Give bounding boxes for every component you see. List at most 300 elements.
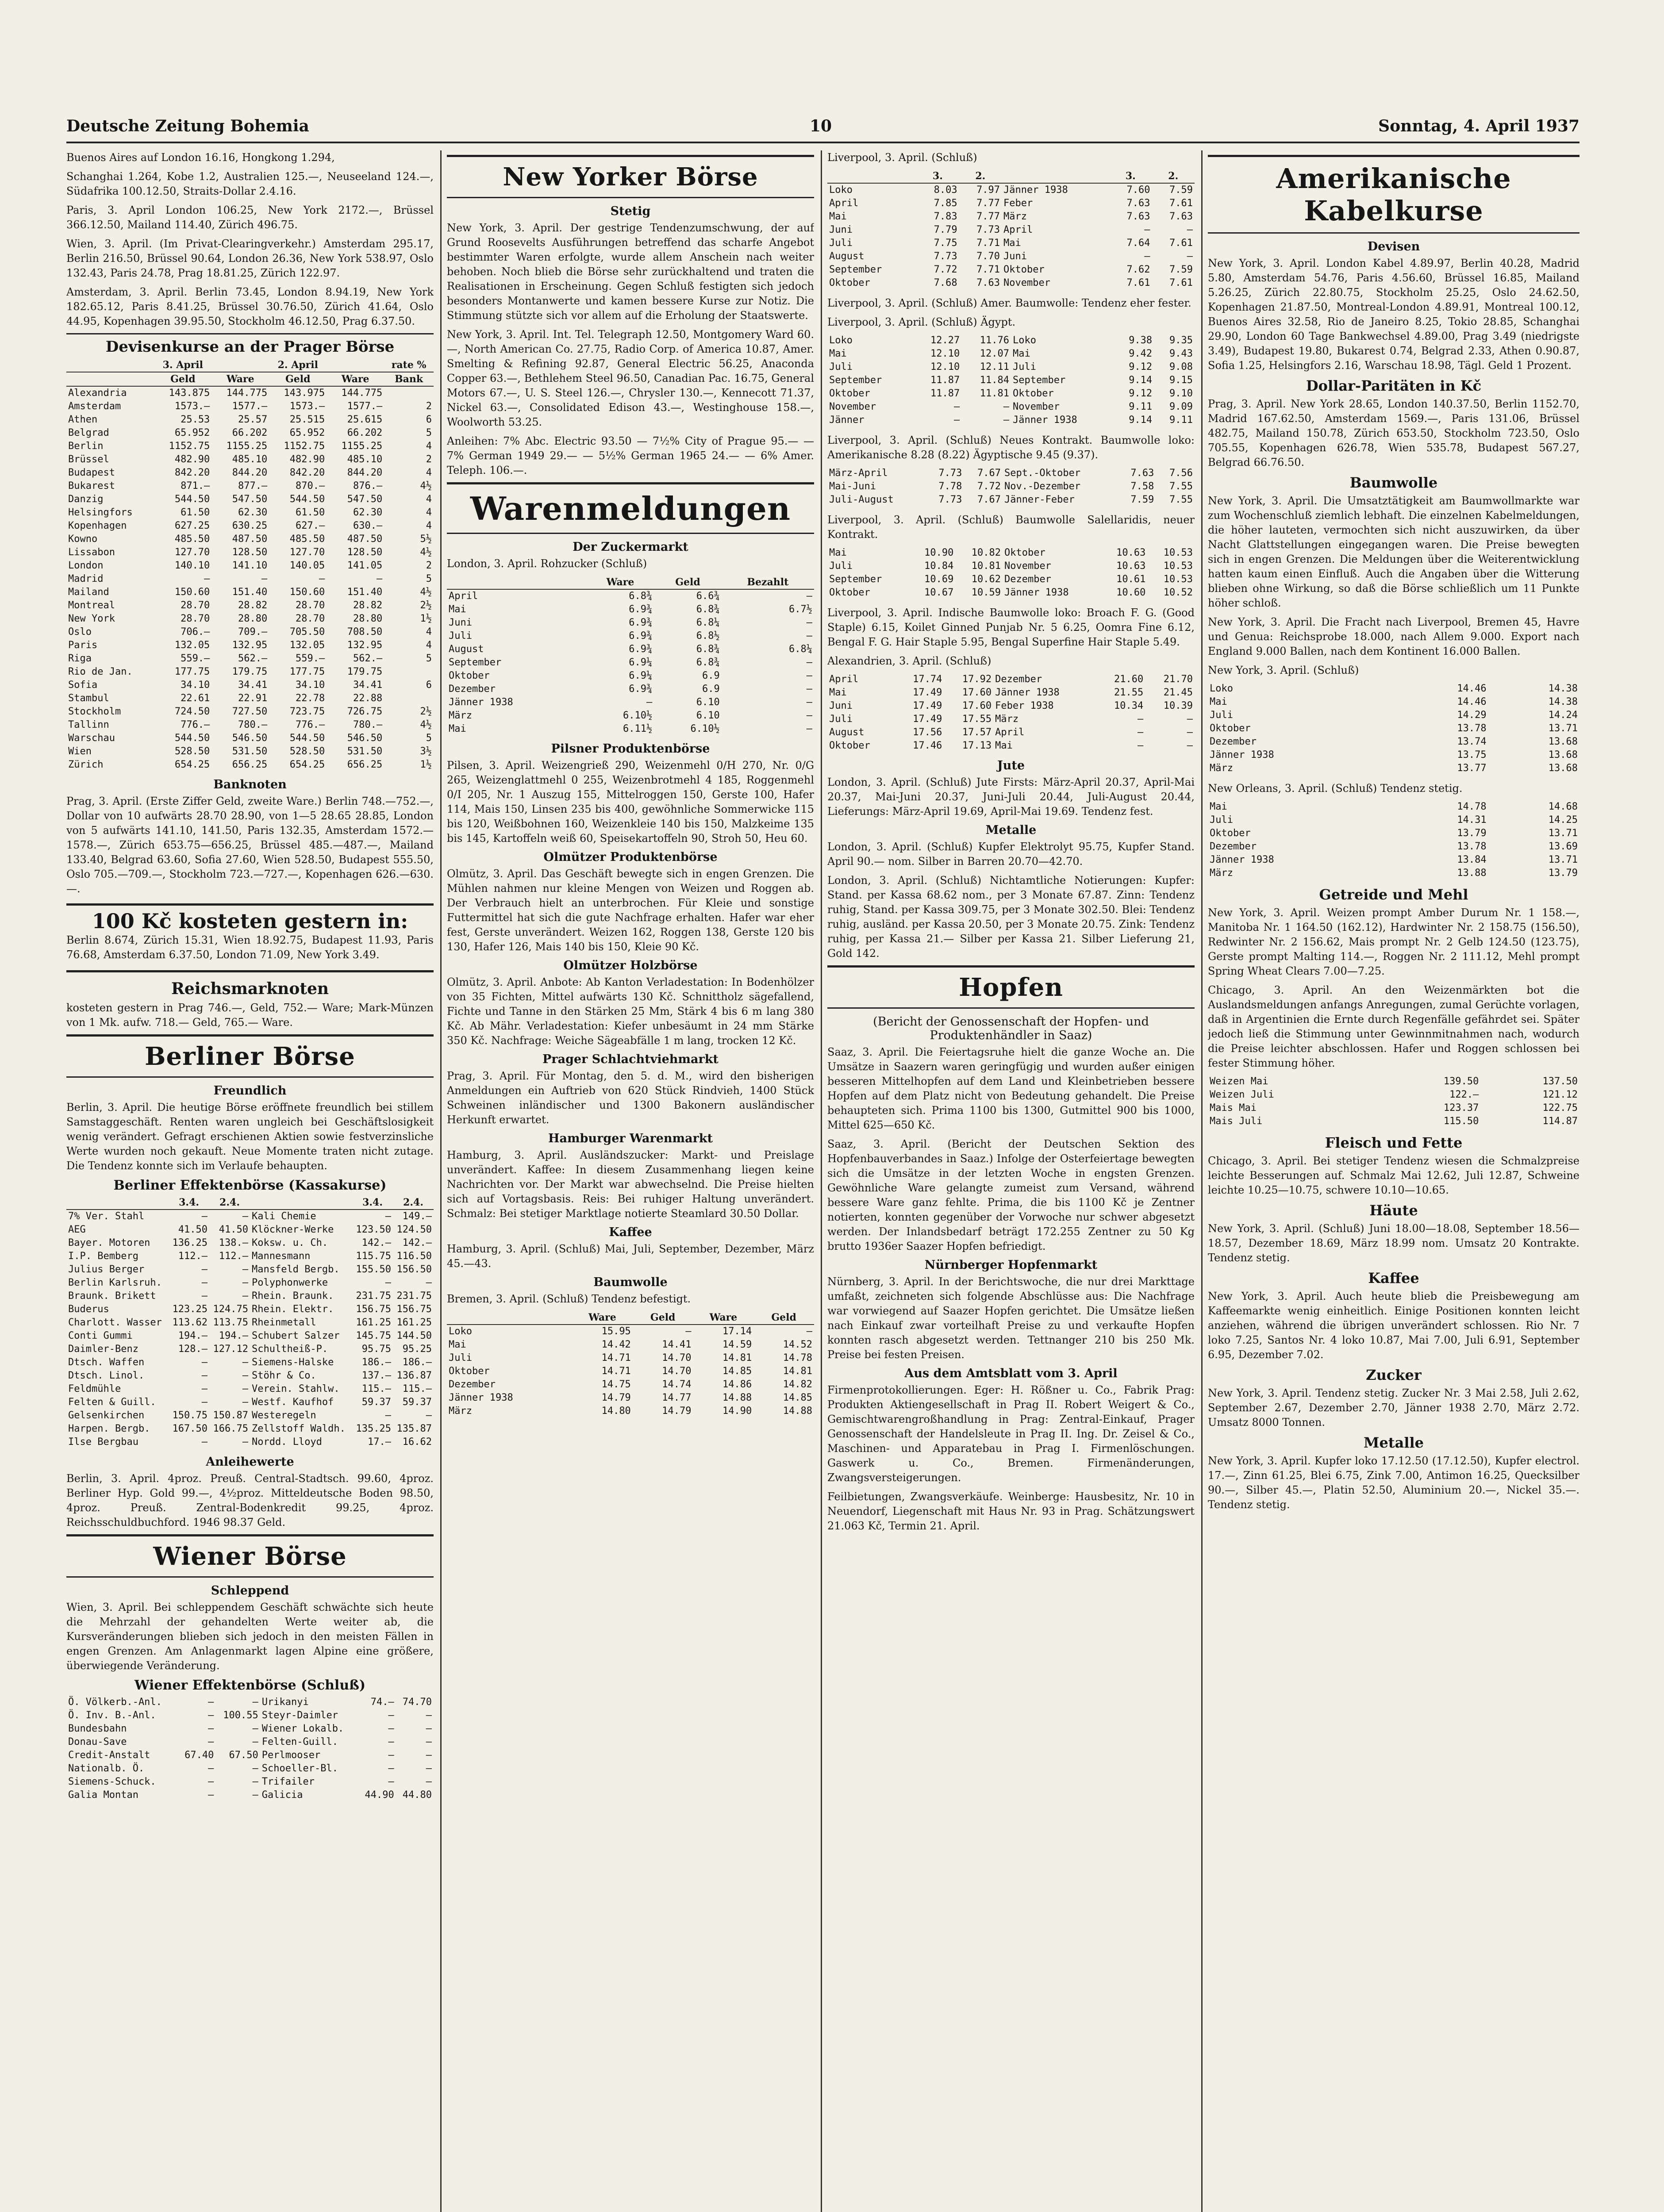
table-cell: 6.9¾ xyxy=(629,617,653,628)
table-cell: 6.8½ xyxy=(696,630,720,641)
table-cell: 128.— xyxy=(178,1344,208,1355)
table-cell: 122.75 xyxy=(1542,1102,1578,1114)
table-cell: 150.75 xyxy=(172,1410,208,1421)
column-3 xyxy=(827,150,1195,2212)
table-cell: 142.— xyxy=(402,1237,432,1248)
table-row xyxy=(66,1722,434,1736)
table-row xyxy=(827,493,1195,507)
table-cell: 231.75 xyxy=(356,1290,392,1302)
table-cell: Donau-Save xyxy=(68,1736,127,1747)
table-cell: 10.60 xyxy=(1116,587,1146,598)
table-row xyxy=(66,386,434,400)
table-cell: 4½ xyxy=(420,547,432,558)
table-cell: 727.50 xyxy=(232,706,268,717)
table-cell: Sept.-Oktober xyxy=(1004,468,1081,479)
table-cell: — xyxy=(261,573,268,584)
baumwolle-text: New York, 3. April. Die Fracht nach Liverpool, Bremen 45, Havre und Genua: Reichsprobe 18.000, nach Allem 9.000. Export nach England 9.000 Ballen, nach dem Kontinent 16.000 Ballen. xyxy=(1208,616,1579,657)
table-cell: 231.75 xyxy=(396,1290,432,1302)
table-cell: Warschau xyxy=(68,733,115,744)
table-cell: Mai xyxy=(829,348,847,359)
table-cell: Dezember xyxy=(1210,736,1257,747)
table-cell: Berlin xyxy=(68,441,104,452)
table-cell: 186.— xyxy=(361,1357,392,1368)
table-cell: November xyxy=(1004,561,1051,572)
table-cell: Jänner xyxy=(829,415,865,426)
table-cell: 21.45 xyxy=(1163,687,1193,698)
table-cell: Mannesmann xyxy=(251,1251,311,1262)
kassa-title: Berliner Effektenbörse (Kassakurse) xyxy=(113,1178,387,1193)
table-row xyxy=(66,586,434,599)
table-cell: 95.25 xyxy=(402,1344,432,1355)
table-header-cell: Ware xyxy=(693,1311,754,1325)
table-cell: 7.67 xyxy=(977,468,1001,479)
table-cell: 113.75 xyxy=(213,1317,248,1328)
table-cell: 167.50 xyxy=(172,1423,208,1434)
table-cell: Jänner 1938 xyxy=(449,1392,513,1403)
table-cell: 17.60 xyxy=(962,687,992,698)
table-cell: Juli xyxy=(829,561,853,572)
table-row xyxy=(66,426,434,440)
table-cell: Oktober xyxy=(1003,264,1045,275)
table-cell: 121.12 xyxy=(1542,1089,1578,1100)
table-row xyxy=(66,506,434,519)
table-row xyxy=(66,572,434,586)
table-cell: 14.85 xyxy=(783,1392,812,1403)
table-row xyxy=(827,400,1195,414)
table-header-cell xyxy=(66,372,154,386)
table-cell: 7.59 xyxy=(1130,494,1154,505)
table-cell: 21.70 xyxy=(1163,674,1193,685)
table-row xyxy=(447,589,814,603)
table-cell: Weizen Juli xyxy=(1210,1089,1274,1100)
column-rule xyxy=(1201,150,1203,2212)
table-row xyxy=(1208,709,1579,722)
table-cell: New York xyxy=(68,613,115,624)
table-cell: 4 xyxy=(426,441,432,452)
table-cell: 708.50 xyxy=(347,626,383,637)
table-cell: Juni xyxy=(829,700,853,711)
banknoten-text: Prag, 3. April. (Erste Ziffer Geld, zweite Ware.) Berlin 748.—752.—, Dollar von 10 aufwärts 28.70 28.90, von 1—5 28.65 28.85, London von 5 aufwärts 141.10, 141.50, Paris 132.35, Amsterdam 1572.—1578.—, Zürich 653.75—656.25, Brüssel 485.—487.—, Mailand 133.40, Belgrad 63.60, Sofia 27.60, Wien 528.50, Budapest 555.50, Oslo 705.—709.—, Stockholm 723.—727.—, Kopenhagen 626.—630.—. xyxy=(66,795,434,895)
table-cell: 17.49 xyxy=(913,687,942,698)
table-cell: 12.10 xyxy=(930,361,960,373)
table-cell: Oktober xyxy=(1004,547,1045,558)
table-cell: — xyxy=(806,684,812,695)
table-cell: Oktober xyxy=(829,740,870,751)
table-cell: Perlmooser xyxy=(261,1750,321,1761)
table-cell: 65.952 xyxy=(174,427,210,438)
table-cell: 780.— xyxy=(353,719,383,730)
table-cell: Oktober xyxy=(829,587,870,598)
table-cell: 7.63 xyxy=(976,277,1000,288)
table-row xyxy=(66,1436,434,1449)
table-cell: 7.55 xyxy=(1169,481,1193,492)
table-cell: Ö. Völkerb.-Anl. xyxy=(68,1697,162,1708)
table-cell: 7.59 xyxy=(1169,184,1193,196)
table-cell: 17.49 xyxy=(913,700,942,711)
table-cell: 140.05 xyxy=(289,560,325,571)
table-cell: 34.41 xyxy=(353,680,383,691)
table-cell: Mai xyxy=(995,740,1013,751)
table-cell: — xyxy=(242,1264,248,1275)
table-cell: März-April xyxy=(829,468,888,479)
table-cell: Juli xyxy=(829,361,853,373)
table-header-cell: Geld xyxy=(753,1311,814,1325)
table-row xyxy=(66,1223,434,1237)
liverpool-sak-table xyxy=(827,546,1195,599)
table-row xyxy=(1208,827,1579,840)
table-cell: Mai xyxy=(1210,696,1227,707)
table-row xyxy=(1208,735,1579,749)
table-cell: 544.50 xyxy=(174,494,210,505)
table-cell: 4½ xyxy=(420,587,432,598)
table-row xyxy=(1208,1102,1579,1115)
table-cell: Weizen Mai xyxy=(1210,1076,1268,1087)
table-cell: November xyxy=(1003,277,1051,288)
table-cell: 144.50 xyxy=(396,1330,432,1341)
table-cell: 7.63 xyxy=(1169,211,1193,222)
table-cell: 482.90 xyxy=(289,454,325,465)
table-row xyxy=(827,210,1195,223)
bremen-table xyxy=(447,1311,814,1418)
table-cell: 7.77 xyxy=(976,198,1000,209)
wiener-effekten-title: Wiener Effektenbörse (Schluß) xyxy=(134,1678,366,1693)
table-cell: August xyxy=(449,644,484,655)
kabel-heading: Amerikanische Kabelkurse xyxy=(1208,155,1579,234)
table-header-cell: 2. xyxy=(1152,169,1195,183)
table-cell: 7.56 xyxy=(1169,468,1193,479)
table-cell: — xyxy=(388,1710,394,1721)
indische-text: Liverpool, 3. April. Indische Baumwolle loko: Broach F. G. (Good Staple) 6.15, Koilet Ginned Punjab Nr. 5 6.25, Oomra Fine 6.12, Bengal F. G. Hair Staple 5.95, Bengal Superfine Hair Staple 5.49. xyxy=(827,607,1195,648)
table-cell: — xyxy=(1187,740,1193,751)
table-row xyxy=(66,626,434,639)
kc-box xyxy=(66,903,434,972)
table-cell: Mai xyxy=(1013,348,1030,359)
table-cell: 547.50 xyxy=(347,494,383,505)
table-cell: 13.78 xyxy=(1457,841,1487,852)
kassa-table xyxy=(66,1196,434,1449)
table-cell: September xyxy=(829,574,882,585)
table-cell: 14.88 xyxy=(722,1392,752,1403)
table-cell: Oslo xyxy=(68,626,92,637)
table-cell: 6.7½ xyxy=(789,604,812,615)
table-cell: 59.37 xyxy=(402,1397,432,1408)
table-cell: Juli xyxy=(1210,710,1233,721)
liverpool-text: Liverpool, 3. April. (Schluß) Baumwolle Salellaridis, neuer Kontrakt. xyxy=(827,514,1195,541)
table-cell: 25.515 xyxy=(289,414,325,425)
table-cell: 14.41 xyxy=(662,1339,692,1350)
table-cell: — xyxy=(201,1211,208,1222)
table-cell: 776.— xyxy=(296,719,325,730)
table-cell: 74.70 xyxy=(402,1697,432,1708)
table-cell: 544.50 xyxy=(289,733,325,744)
table-row xyxy=(66,1696,434,1709)
fleisch-text: Chicago, 3. April. Bei stetiger Tendenz wiesen die Schmalzpreise leichte Besserungen auf. Schmalz Mai 12.62, Juli 12.87, Schweine leichte 10.25—10.75, schwere 10.10—10.65. xyxy=(1208,1155,1579,1196)
table-cell: Schultheiß-P. xyxy=(251,1344,328,1355)
table-cell: Juli xyxy=(829,714,853,725)
table-cell: 14.59 xyxy=(722,1339,752,1350)
table-cell: Jänner-Feber xyxy=(1004,494,1075,505)
liverpool-table xyxy=(827,169,1195,290)
table-cell: 28.70 xyxy=(296,600,325,611)
table-cell: 2 xyxy=(426,401,432,412)
table-cell: — xyxy=(208,1776,214,1787)
kc-box-title: 100 Kč kosteten gestern in: xyxy=(92,909,408,933)
masthead-page-number: 10 xyxy=(810,117,832,135)
table-cell: 14.68 xyxy=(1548,801,1578,812)
table-cell: 17.60 xyxy=(962,700,992,711)
table-cell: 13.68 xyxy=(1548,749,1578,760)
table-cell: 9.11 xyxy=(1129,401,1153,412)
table-cell: 6.9¾ xyxy=(629,684,653,695)
table-cell: 138.— xyxy=(219,1237,248,1248)
table-cell: 1152.75 xyxy=(284,441,325,452)
table-row xyxy=(66,546,434,559)
table-cell: 61.50 xyxy=(296,507,325,518)
table-cell: Zürich xyxy=(68,759,104,770)
table-header-cell: 2. April xyxy=(269,358,327,372)
table-cell: 10.34 xyxy=(1114,700,1144,711)
table-row xyxy=(66,1356,434,1369)
table-row xyxy=(447,630,814,643)
table-cell: — xyxy=(208,1763,214,1774)
liverpool-line: Liverpool, 3. April. (Schluß) Ägypt. xyxy=(827,316,1016,328)
table-cell: — xyxy=(388,1750,394,1761)
table-cell: 6.10 xyxy=(696,710,720,721)
table-cell: 7% Ver. Stahl xyxy=(68,1211,145,1222)
table-cell: 7.77 xyxy=(976,211,1000,222)
table-cell: 776.— xyxy=(181,719,210,730)
table-row xyxy=(66,1789,434,1802)
table-row xyxy=(827,263,1195,276)
table-cell: 14.70 xyxy=(662,1366,692,1377)
table-cell: — xyxy=(208,1710,214,1721)
table-cell: 12.10 xyxy=(930,348,960,359)
table-cell: 13.71 xyxy=(1548,828,1578,839)
table-cell: März xyxy=(1210,763,1233,774)
table-cell: 34.10 xyxy=(296,680,325,691)
column-4 xyxy=(1208,150,1579,2212)
table-cell: 14.70 xyxy=(662,1352,692,1363)
table-cell: 132.95 xyxy=(347,640,383,651)
table-cell: Nationalb. Ö. xyxy=(68,1763,145,1774)
table-cell: 7.97 xyxy=(976,184,1000,196)
hopfen-heading: Hopfen xyxy=(827,965,1195,1009)
column-1 xyxy=(66,150,434,2212)
metalle-title: Metalle xyxy=(985,823,1037,837)
table-cell: 4 xyxy=(426,507,432,518)
table-cell: 7.59 xyxy=(1169,264,1193,275)
column-rule xyxy=(440,150,442,2212)
table-cell: 10.53 xyxy=(1163,547,1193,558)
table-cell: 14.25 xyxy=(1548,814,1578,826)
table-cell: — xyxy=(252,1723,258,1734)
liverpool-egypt-table xyxy=(827,334,1195,427)
table-cell: 6.10½ xyxy=(690,723,720,734)
table-cell: Feber xyxy=(1003,198,1033,209)
table-cell: November xyxy=(1013,401,1060,412)
orleans-line: New Orleans, 3. April. (Schluß) Tendenz stetig. xyxy=(1208,782,1463,795)
table-row xyxy=(66,1210,434,1223)
table-cell: 559.— xyxy=(296,653,325,664)
olmutz-title: Olmützer Produktenbörse xyxy=(543,850,718,864)
nurnberg-title: Nürnberger Hopfenmarkt xyxy=(924,1258,1098,1272)
table-header-cell: Geld xyxy=(633,1311,693,1325)
table-cell: Feldmühle xyxy=(68,1383,121,1394)
table-cell: 149.— xyxy=(402,1211,432,1222)
table-row xyxy=(447,1365,814,1378)
hamburg-text: Hamburg, 3. April. Ausländszucker: Markt- und Preislage unverändert. Kaffee: In diesem Zusammenhang liegen keine Nachrichten vor. Der Markt war abwechselnd. Die Preise hielten sich auf Vortagsbasis. Reis: Bei ruhiger Haltung unverändert. Schmalz: Bei stetiger Marktlage notierte Steamlard 30.50 Dollar. xyxy=(447,1149,814,1220)
table-row xyxy=(66,1250,434,1263)
holz-title: Olmützer Holzbörse xyxy=(563,959,698,972)
table-cell: Zellstoff Waldh. xyxy=(251,1423,346,1434)
table-cell: 6.8¾ xyxy=(696,604,720,615)
zucker-line: London, 3. April. Rohzucker (Schluß) xyxy=(447,557,647,570)
table-cell: 5½ xyxy=(420,534,432,545)
table-cell: Loko xyxy=(829,335,853,346)
table-row xyxy=(827,686,1195,699)
table-cell: Siemens-Halske xyxy=(251,1357,334,1368)
table-header-cell: 2.4. xyxy=(393,1196,434,1210)
table-cell: Buderus xyxy=(68,1304,109,1315)
table-cell: Sofia xyxy=(68,680,98,691)
table-cell: Dtsch. Linol. xyxy=(68,1370,145,1381)
table-row xyxy=(447,643,814,656)
metalle-text: London, 3. April. (Schluß) Kupfer Elektrolyt 95.75, Kupfer Stand. April 90.— nom. Silber in Barren 20.70—42.70. xyxy=(827,841,1195,868)
kaffee-title: Kaffee xyxy=(609,1225,652,1239)
table-cell: — xyxy=(252,1736,258,1747)
table-cell: 13.75 xyxy=(1457,749,1487,760)
table-cell: 151.40 xyxy=(232,587,268,598)
table-row xyxy=(66,1749,434,1762)
table-cell: — xyxy=(1144,224,1150,235)
table-cell: 6.8¼ xyxy=(789,644,812,655)
table-cell: Dtsch. Waffen xyxy=(68,1357,145,1368)
table-cell: — xyxy=(242,1397,248,1408)
table-cell: 13.69 xyxy=(1548,841,1578,852)
table-cell: September xyxy=(449,657,502,668)
table-cell: 25.615 xyxy=(347,414,383,425)
table-cell: — xyxy=(426,1277,432,1288)
table-cell: 17.55 xyxy=(962,714,992,725)
table-cell: 10.53 xyxy=(1163,574,1193,585)
table-cell: 144.775 xyxy=(341,388,383,399)
table-cell: 62.30 xyxy=(353,507,383,518)
table-cell: Dezember xyxy=(995,674,1042,685)
table-row xyxy=(447,669,814,683)
table-cell: 7.63 xyxy=(1126,198,1150,209)
table-cell: Mais Juli xyxy=(1210,1116,1263,1127)
table-cell: 7.75 xyxy=(934,238,957,249)
table-cell: Loko xyxy=(829,184,853,196)
table-cell: 41.50 xyxy=(178,1224,208,1235)
haute-text: New York, 3. April. (Schluß) Juni 18.00—18.08, September 18.56—18.57, Dezember 18.69, März 18.99 nom. Umsatz 20 Kontrakte. Tendenz stetig. xyxy=(1208,1222,1579,1264)
table-cell: 656.25 xyxy=(232,759,268,770)
table-cell: — xyxy=(242,1436,248,1448)
table-cell: 10.62 xyxy=(971,574,1001,585)
table-cell: 9.38 xyxy=(1129,335,1153,346)
table-cell: 6.9¾ xyxy=(629,644,653,655)
table-cell: 13.77 xyxy=(1457,763,1487,774)
table-header-cell: Bank xyxy=(384,372,434,386)
table-cell: 128.50 xyxy=(347,547,383,558)
table-cell: Brüssel xyxy=(68,454,109,465)
table-cell: 16.62 xyxy=(402,1436,432,1448)
table-cell: Tallinn xyxy=(68,719,109,730)
table-cell: 34.41 xyxy=(238,680,268,691)
metalle-text: New York, 3. April. Kupfer loko 17.12.50 (17.12.50), Kupfer electrol. 17.—, Zinn 61.25, Blei 6.75, Zink 7.00, Antimon 16.25, Quecksilber 90.—, Silber 45.—, Platin 52.50, Aluminium 20.—, Nickel 35.—. Tendenz stetig. xyxy=(1208,1455,1579,1511)
table-cell: 546.50 xyxy=(347,733,383,744)
table-row xyxy=(66,1409,434,1422)
table-cell: — xyxy=(1144,251,1150,262)
alexandrien-line: Alexandrien, 3. April. (Schluß) xyxy=(827,655,991,667)
table-cell: 9.35 xyxy=(1169,335,1193,346)
table-cell: 151.40 xyxy=(347,587,383,598)
table-cell: März xyxy=(995,714,1019,725)
table-cell: — xyxy=(252,1776,258,1787)
baumwolle-title: Baumwolle xyxy=(593,1275,668,1289)
table-cell: Westf. Kaufhof xyxy=(251,1397,334,1408)
table-cell: 13.84 xyxy=(1457,854,1487,865)
table-cell: Jänner 1938 xyxy=(995,687,1060,698)
table-cell: — xyxy=(954,401,960,412)
table-row xyxy=(66,612,434,626)
table-cell: — xyxy=(242,1290,248,1302)
hopfen-text: Saaz, 3. April. Die Feiertagsruhe hielt die ganze Woche an. Die Umsätze in Saazern waren geringfügig und wurden außer einigen besseren Mittelhopfen auf dem Land und Kleinbetrieben bessere Hopfen auf dem Platz nicht von Bedeutung gehandelt. Die Preise behaupteten sich. Prima 1100 bis 1300, Gutmittel 900 bis 1000, Mittel 625—650 Kč. xyxy=(827,1046,1195,1131)
table-cell: — xyxy=(806,657,812,668)
table-row xyxy=(827,414,1195,427)
table-cell: 6.9 xyxy=(702,684,720,695)
table-cell: 136.87 xyxy=(396,1370,432,1381)
devisen-table xyxy=(66,358,434,772)
table-cell: 17.49 xyxy=(913,714,942,725)
table-cell: 150.60 xyxy=(289,587,325,598)
metalle-text: London, 3. April. (Schluß) Nichtamtliche Notierungen: Kupfer: Stand. per Kassa 68.62 nom., per 3 Monate 67.87. Zinn: Tendenz ruhig, Stand. per Kassa 309.75, per 3 Monate 302.50. Blei: Tendenz ruhig, ausländ. per Kassa 20.50, per 3 Monate 20.75. Zink: Tendenz ruhig, per Kassa 21.— Silber per Kassa 21. Silber Lieferung 21, Gold 142. xyxy=(827,874,1195,960)
table-cell: Julius Berger xyxy=(68,1264,145,1275)
table-cell: 9.12 xyxy=(1129,361,1153,373)
table-cell: 7.58 xyxy=(1130,481,1154,492)
table-cell: Schubert Salzer xyxy=(251,1330,340,1341)
table-cell: 4 xyxy=(426,467,432,478)
table-cell: — xyxy=(426,1723,432,1734)
table-header-cell: rate % xyxy=(384,358,434,372)
table-cell: 7.61 xyxy=(1126,277,1150,288)
table-cell: 186.— xyxy=(402,1357,432,1368)
table-cell: — xyxy=(806,723,812,734)
table-header-cell: Bezahlt xyxy=(722,576,814,589)
table-cell: Loko xyxy=(1210,683,1233,694)
table-cell: Paris xyxy=(68,640,98,651)
table-row xyxy=(1208,1115,1579,1128)
table-cell: — xyxy=(1003,415,1009,426)
table-cell: 14.79 xyxy=(662,1406,692,1417)
table-header-cell: Geld xyxy=(654,576,721,589)
table-row xyxy=(447,709,814,722)
feilbietungen-text: Feilbietungen, Zwangsverkäufe. Weinberge: Hausbesitz, Nr. 10 in Neuendorf, Liegenschaft mit Haus Nr. 93 in Prag. Schätzungswert 21.063 Kč, Termin 21. April. xyxy=(827,1490,1195,1532)
table-cell: Kopenhagen xyxy=(68,520,127,531)
table-header-cell xyxy=(1002,169,1109,183)
table-cell: 14.88 xyxy=(783,1406,812,1417)
table-cell: 13.79 xyxy=(1457,828,1487,839)
table-row xyxy=(66,1396,434,1409)
table-cell: Trifailer xyxy=(261,1776,315,1787)
table-cell: Dezember xyxy=(1004,574,1051,585)
table-cell: 544.50 xyxy=(174,733,210,744)
table-cell: 124.50 xyxy=(396,1224,432,1235)
ny-text: Anleihen: 7% Abc. Electric 93.50 — 7½% City of Prague 95.— — 7% German 1949 29.— — 5½% German 1965 24.— — 6% Amer. Teleph. 106.—. xyxy=(447,435,814,476)
table-cell: 547.50 xyxy=(232,494,268,505)
table-cell: 780.— xyxy=(238,719,268,730)
table-cell: Galicia xyxy=(261,1790,303,1801)
